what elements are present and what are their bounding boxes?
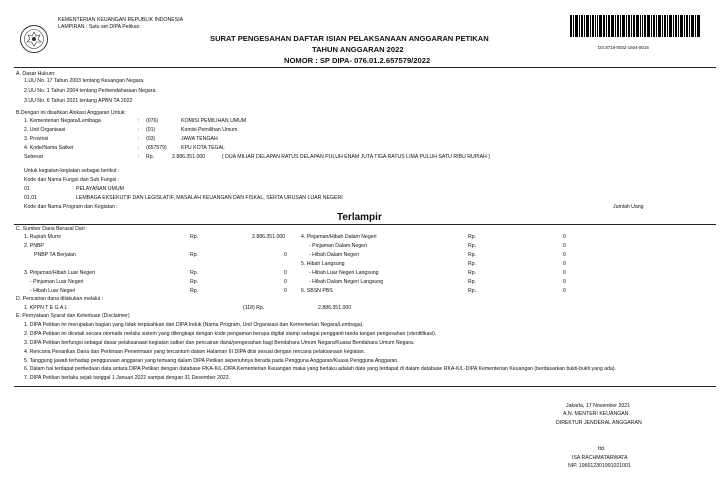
source-label: - Hibah Luar Negeri Langsung xyxy=(309,270,379,276)
source-amount: 0 xyxy=(284,279,287,285)
source-label: - Hibah Dalam Negeri xyxy=(309,252,359,258)
source-amount: 0 xyxy=(284,270,287,276)
allocation-code: (03) xyxy=(146,136,156,142)
fungsi-label: Kode dan Nama Fungsi dan Sub Fungsi : xyxy=(24,177,120,183)
source-amount: 0 xyxy=(563,243,566,249)
header-divider xyxy=(14,67,716,68)
source-amount: 0 xyxy=(284,252,287,258)
section-c-heading: C. Sumber Dana Berasal Dari : xyxy=(16,226,88,232)
garuda-seal-icon xyxy=(20,25,48,53)
source-label: - Hibah Luar Negeri xyxy=(30,288,76,294)
document-number: NOMOR : SP DIPA- 076.01.2.657579/2022 xyxy=(284,56,431,65)
allocation-colon: : xyxy=(138,145,140,151)
source-label: - Pinjaman Luar Negeri xyxy=(30,279,84,285)
source-label: 3. Pinjaman/Hibah Luar Negeri xyxy=(24,270,95,276)
ministry-name: KEMENTERIAN KEUANGAN REPUBLIK INDONESIA xyxy=(58,17,184,23)
document-title: SURAT PENGESAHAN DAFTAR ISIAN PELAKSANAAN ANGGARAN PETIKAN xyxy=(210,34,489,43)
source-currency: Rp. xyxy=(468,243,477,249)
barcode-icon xyxy=(570,15,700,41)
signatory-name: ISA RACHMATARWATA xyxy=(572,455,628,461)
source-label: 5. Hibah Langsung xyxy=(301,261,345,267)
source-amount: 0 xyxy=(563,234,566,240)
ds-code: DS:8719-0032-1604-8016 xyxy=(598,45,649,50)
jumlah-uang-label: Jumlah Uang xyxy=(613,204,644,210)
legal-basis-item: 3.UU No. 6 Tahun 2021 tentang APBN TA 2022 xyxy=(24,98,133,104)
signature-place-date: Jakarta, 17 November 2021 xyxy=(566,403,631,409)
source-label: 4. Pinjaman/Hibah Dalam Negeri xyxy=(301,234,377,240)
sebesar-words: ( DUA MILIAR DELAPAN RATUS DELAPAN PULUH ENAM JUTA TIGA RATUS LIMA PULUH SATU RIBU RUPIAH ) xyxy=(222,154,490,160)
allocation-value: Komisi Pemilihan Umum xyxy=(181,127,238,133)
source-label: - Hibah Dalam Negeri Langsung xyxy=(309,279,384,285)
signature-position: DIREKTUR JENDERAL ANGGARAN xyxy=(556,420,642,426)
sebesar-currency: Rp. xyxy=(146,154,155,160)
sebesar-colon: : xyxy=(138,154,140,160)
source-currency: Rp. xyxy=(468,270,477,276)
source-currency: Rp. xyxy=(190,234,199,240)
source-currency: Rp. xyxy=(190,279,199,285)
source-label: 2. PNBP xyxy=(24,243,44,249)
fungsi-code: 01 xyxy=(24,186,30,192)
allocation-label: 2. Unit Organisasi xyxy=(24,127,66,133)
lampiran-text: LAMPIRAN : Satu set DIPA Petikan xyxy=(58,24,140,30)
section-a-heading: A. Dasar Hukum: xyxy=(16,71,56,77)
source-label: PNBP TA Berjalan xyxy=(34,252,76,258)
disclaimer-item: 4. Rencana Penarikan Dana dan Perkiraan Penerimaan yang tercantum dalam Halaman III DIPA diisi sesuai dengan rencana pelaksanaan kegiatan. xyxy=(24,349,366,355)
source-amount: 0 xyxy=(563,270,566,276)
section-e-heading: E. Pernyataan Syarat dan Ketentuan (Disclaimer) xyxy=(16,313,130,319)
source-amount: 0 xyxy=(284,288,287,294)
signature-ttd: ttd. xyxy=(598,446,606,452)
kegiatan-intro: Untuk kegiatan-kegiatan sebagai berikut : xyxy=(24,168,120,174)
source-label: 6. SBSN PBS xyxy=(301,288,333,294)
source-amount: 2.886.351.000 xyxy=(252,234,286,240)
disclaimer-item: 2. DIPA Petikan ini dicetak secara otomatis melalui sistem yang dilengkapi dengan kode pengaman berupa digital stamp sebagai pengganti tanda tangan pengesahan (otentifikasi). xyxy=(24,331,437,337)
allocation-code: (076) xyxy=(146,118,159,124)
section-b-heading: B.Dengan ini disahkan Alokasi Anggaran Untuk: xyxy=(16,110,126,116)
allocation-code: (01) xyxy=(146,127,156,133)
source-amount: 0 xyxy=(563,261,566,267)
source-label: 1. Rupiah Murni xyxy=(24,234,61,240)
source-amount: 0 xyxy=(563,279,566,285)
subfungsi-name: LEMBAGA EKSEKUTIF DAN LEGISLATIF, MASALAH KEUANGAN DAN FISKAL, SERTA URUSAN LUAR NEGERI xyxy=(76,195,343,201)
source-currency: Rp. xyxy=(468,261,477,267)
allocation-colon: : xyxy=(138,118,140,124)
disclaimer-item: 5. Tanggung jawab terhadap penggunaan anggaran yang tertuang dalam DIPA Petikan sepenuhnya berada pada Pengguna Anggaran/Kuasa Pengguna Anggaran. xyxy=(24,358,399,364)
kppn-amount: 2.886.351.000 xyxy=(318,305,352,311)
allocation-colon: : xyxy=(138,136,140,142)
allocation-code: (657579) xyxy=(146,145,167,151)
allocation-label: 1. Kementerian Negara/Lembaga xyxy=(24,118,101,124)
section-divider xyxy=(14,224,716,225)
source-currency: Rp. xyxy=(468,288,477,294)
source-currency: Rp. xyxy=(468,279,477,285)
disclaimer-item: 6. Dalam hal terdapat perbedaan data antara DIPA Petikan dengan database RKA-K/L-DIPA Kementerian Keuangan maka yang berlaku adalah data yang terdapat di dalam database RKA-K/L-DIPA Kementerian Keuangan (berdasarkan bukti-bukti yang ada). xyxy=(24,366,617,372)
source-amount: 0 xyxy=(563,252,566,258)
allocation-colon: : xyxy=(138,127,140,133)
signature-on-behalf: A.N. MENTERI KEUANGAN xyxy=(563,411,629,417)
disclaimer-item: 7. DIPA Petikan berlaku sejak tanggal 1 Januari 2022 sampai dengan 31 Desember 2022. xyxy=(24,375,231,381)
source-currency: Rp. xyxy=(190,288,199,294)
sebesar-amount: 2.886.351.000 xyxy=(172,154,206,160)
subfungsi-code: 01.01 xyxy=(24,195,37,201)
legal-basis-item: 1.UU No. 17 Tahun 2003 tentang Keuangan Negara. xyxy=(24,78,145,84)
program-label: Kode dan Nama Program dan Kegiatan : xyxy=(24,204,118,210)
kppn-name: 1. KPPN T E G A L xyxy=(24,305,68,311)
source-currency: Rp. xyxy=(190,252,199,258)
signatory-nip: NIP. 196612301991021001 xyxy=(568,463,631,469)
allocation-value: JAWA TENGAH xyxy=(181,136,218,142)
document-year: TAHUN ANGGARAN 2022 xyxy=(312,45,404,54)
sebesar-label: Sebesar xyxy=(24,154,44,160)
source-amount: 0 xyxy=(563,288,566,294)
source-label: - Pinjaman Dalam Negeri xyxy=(309,243,367,249)
allocation-label: 3. Provinsi xyxy=(24,136,49,142)
allocation-value: KPU KOTA TEGAL xyxy=(181,145,225,151)
disclaimer-item: 1. DIPA Petikan ini merupakan bagian yang tidak terpisahkan dari DIPA Induk (Nama Program, Unit Organisasi dan Kementerian Negara/Lembaga). xyxy=(24,322,364,328)
section-d-heading: D. Pencairan dana dilakukan melalui : xyxy=(16,296,104,302)
disclaimer-item: 3. DIPA Petikan berfungsi sebagai dasar pelaksanaan kegiatan satker dan pencairan dana/pengesahan bagi Bendahara Umum Negara/Kuasa Bendahara Umum Negara. xyxy=(24,340,415,346)
source-currency: Rp. xyxy=(468,252,477,258)
section-divider xyxy=(14,386,716,387)
legal-basis-item: 2.UU No. 1 Tahun 2004 tentang Perbendaharaan Negara. xyxy=(24,88,157,94)
allocation-value: KOMISI PEMILIHAN UMUM xyxy=(181,118,247,124)
terlampir-text: Terlampir xyxy=(337,212,382,223)
allocation-label: 4. Kode/Nama Satker xyxy=(24,145,74,151)
kppn-code: (118) Rp. xyxy=(243,305,265,311)
source-currency: Rp. xyxy=(468,234,477,240)
source-currency: Rp. xyxy=(190,270,199,276)
fungsi-name: PELAYANAN UMUM xyxy=(76,186,124,192)
